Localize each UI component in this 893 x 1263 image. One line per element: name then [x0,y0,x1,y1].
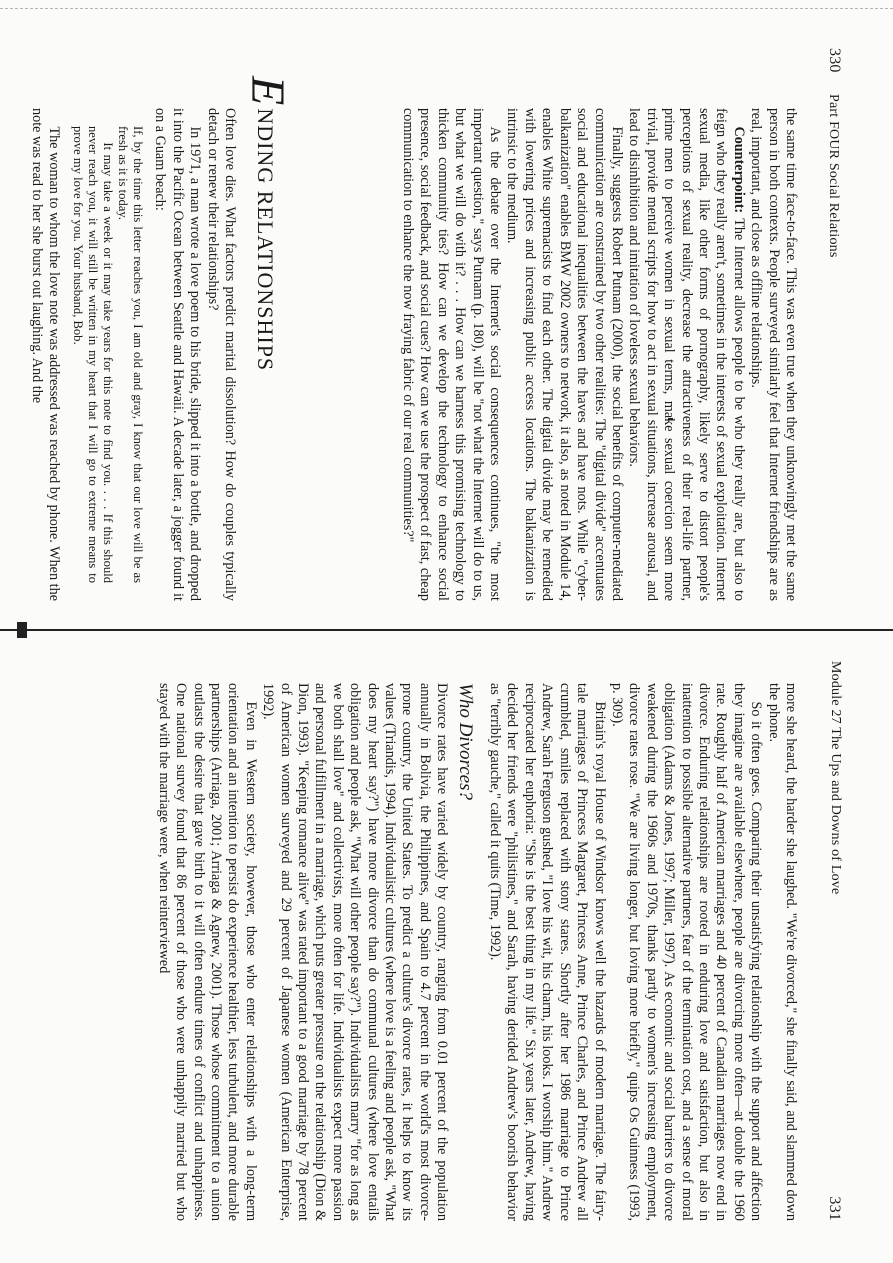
left-page [0,0,893,631]
quote-line: If, by the time this letter reaches you, I am old and gray, I know that our love will be as fresh as it is today. [115,126,145,583]
right-paragraph: Britain's royal House of Windsor knows well the hazards of modern marriage. The fairy-tale marriages of Princess Margaret, Princess Anne, Prince Charles, and Prince Andrew all crumbled, smiles replaced with stony stares. Shortly after her 1986 marriage to Prince Andrew, Sarah Ferguson gushed, "I love his wit, his charm, his looks. I worship him." Andrew reciprocated her euphoria: "She is the best thing in my life." Six years later, Andrew, having decided her friends were "philistines," and Sarah, having derided Andrew's boorish behavior as "terribly gauche," called it quits (Time, 1992). [487,683,608,1221]
left-paragraph: As the debate over the Internet's social consequences continues, "the most important question," says Putnam (p. 180), will be "not what the Internet will do to us, but what we will do with it? . . . How can we harness this promising technology to thicken community ties? How can we develop the technology to enhance social presence, social feedback, and social cues? How can we use the prospect of fast, cheap communication to enhance the now fraying fabric of our real communities?" [400,108,504,601]
left-paragraph-counterpoint [625,108,747,601]
right-paragraph: more she heard, the harder she laughed. "We're divorced," she finally said, and slammed down the phone. [765,683,799,1221]
right-body [154,683,799,1221]
left-paragraph: the same time face-to-face. This was even true when they unknowingly met the same person in both contexts. People surveyed similarly feel that Internet friendships are as real, important, and close as offline relationships. [748,108,799,601]
left-body-top [399,108,799,601]
right-page [0,631,893,1263]
left-running-head-text: Part FOUR Social Relations [826,94,841,258]
section-heading [240,76,295,371]
left-page-number: 330 [826,48,843,73]
left-body-bottom [27,108,238,601]
closing-paragraph: The woman to whom the love note was addressed was reached by phone. When the note was read to her she burst out laughing. And the [28,108,62,601]
right-page-number: 331 [826,1196,843,1221]
sub-paragraph: Even in Western society, however, those who enter relationships with a long-term orientation and an intention to persist do experience healthier, less turbulent, and more durable partnerships (Arriaga, 2001; Arriaga & Agnew, 2001). Those whose commitment to a union outlasts the desire that gave birth to it will often endure times of conflict and unhappiness. One national survey found that 86 percent of those who were unhappily married but who stayed with the marriage were, when reinterviewed [155,683,259,1221]
left-paragraph: Finally, suggests Robert Putnam (2000), the social benefits of computer-mediated communication are constrained by two other realities: The "digital divide" accentuates social and educational inequalities between the haves and have nots. While "cyber-balkanization" enables BMW 2002 owners to network, it also, as noted in Module 14, enables White supremacists to find each other. The digital divide may be remedied with lowering prices and increasing public access locations. The balkanization is intrinsic to the medium. [504,108,625,601]
quote-line: It may take a week or it may take years for this note to find you. . . . If this should never reach you, it will still be written in my heart that I will go to extreme means to prove my love for you. Your husband, Bob. [70,126,115,583]
sub-paragraph: Divorce rates have varied widely by country, ranging from 0.01 percent of the population annually in Bolivia, the Philippines, and Spain to 4.7 percent in the world's most divorce-prone country, the United States. To predict a culture's divorce rates, it helps to know its values (Triandis, 1994). Individualistic cultures (where love is a feeling and people ask, "What does my heart say?") have more divorce than do communal cultures (where love entails obligation and people ask, "What will other people say?"). Individualists marry "for as long as we both shall love" and collectivists, more often for life. Individualists expect more passion and personal fulfillment in a marriage, which puts greater pressure on the relationship (Dion & Dion, 1993). "Keeping romance alive" was rated important to a good marriage by 78 percent of American women surveyed and 29 percent of Japanese women (American Enterprise, 1992). [260,683,451,1221]
right-running-head-text: Module 27 The Ups and Downs of Love [828,661,843,895]
section-paragraph: In 1971, a man wrote a love poem to his bride, slipped it into a bottle, and dropped it into the Pacific Ocean between Seattle and Hawaii. A decade later, a jogger found it on a Guam beach: [152,108,204,601]
counterpoint-text: The Internet allows people to be who they really are, but also to feign who they really aren't, sometimes in the interests of sexual exploitation. Internet sexual media, like other forms of pornography, likely serve to distort people's perceptions of sexual reality, decrease the attractiveness of their real-life partner, prime men to perceive women in sexual terms, make sexual coercion seem more trivial, provide mental scripts for how to act in sexual situations, increase arousal, and lead to disinhibition and imitation of loveless sexual behaviors. [626,108,747,602]
right-paragraph: So it often goes. Comparing their unsatisfying relationship with the support and affection they imagine are available elsewhere, people are divorcing more often—at double the 1960 rate. Roughly half of American marriages and 40 percent of Canadian marriages now end in divorce. Enduring relationships are rooted in enduring love and satisfaction, but also in inattention to possible alternative partners, fear of the termination cost, and a sense of moral obligation (Adams & Jones, 1997; Miller, 1997). As economic and social barriers to divorce weakened during the 1960s and 1970s, thanks partly to women's increasing employment, divorce rates rose. "We are living longer, but loving more briefly," quips Os Guinness (1993, p. 309). [608,683,765,1221]
section-heading-text: NDING RELATIONSHIPS [253,108,278,372]
love-note-quote [70,126,145,583]
section-paragraph: Often love dies. What factors predict marital dissolution? How do couples typically detach or renew their relationships? [204,108,238,601]
subheading-who-divorces: Who Divorces? [454,683,476,800]
right-running-head [827,661,843,1221]
section-heading-initial: E [241,76,294,107]
counterpoint-label: Counterpoint: [730,126,747,214]
left-running-head [825,48,843,258]
